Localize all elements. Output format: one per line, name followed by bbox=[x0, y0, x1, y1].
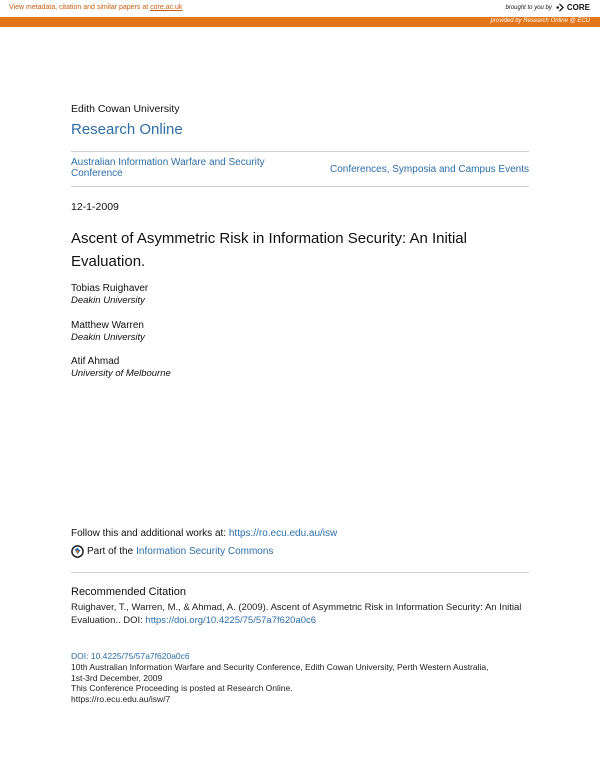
view-metadata-link[interactable] bbox=[9, 4, 182, 11]
handle-url[interactable]: https://ro.ecu.edu.au/isw/7 bbox=[71, 693, 171, 704]
conference-date: 1st-3rd December, 2009 bbox=[71, 672, 163, 683]
author-entry bbox=[71, 283, 148, 307]
paper-title: Ascent of Asymmetric Risk in Information Security: An Initial Evaluation. bbox=[71, 230, 467, 270]
follow-text: Follow this and additional works at: bbox=[71, 528, 229, 539]
author-affiliation: Deakin University bbox=[71, 295, 145, 306]
author-affiliation: Deakin University bbox=[71, 332, 145, 343]
author-name: Tobias Ruighaver bbox=[71, 283, 149, 294]
author-name: Matthew Warren bbox=[71, 320, 144, 331]
divider bbox=[71, 151, 529, 152]
metadata-prefix: View metadata, citation and similar papers at bbox=[9, 4, 151, 11]
divider bbox=[71, 572, 529, 573]
posted-note: This Conference Proceeding is posted at Research Online. bbox=[71, 683, 293, 693]
conference-line: 10th Australian Information Warfare and Security Conference, Edith Cowan University, Perth Western Australia, bbox=[71, 662, 489, 672]
citation-body: Ruighaver, T., Warren, M., & Ahmad, A. (2009). Ascent of Asymmetric Risk in Information Security: An Initial Evaluation.. DOI: bbox=[71, 602, 522, 626]
core-ac-uk-link[interactable]: core.ac.uk bbox=[150, 4, 183, 11]
core-top-bar bbox=[0, 0, 600, 17]
author-affiliation: University of Melbourne bbox=[71, 368, 171, 379]
repository-name[interactable]: Research Online bbox=[71, 121, 183, 138]
core-logo-icon bbox=[555, 3, 564, 12]
divider bbox=[71, 186, 529, 187]
provided-by-text[interactable]: provided by Research Online @ ECU bbox=[490, 18, 590, 24]
conference-notes bbox=[71, 662, 541, 704]
category-link[interactable]: Conferences, Symposia and Campus Events bbox=[330, 164, 529, 175]
doi-label: DOI: bbox=[71, 651, 91, 661]
part-of-commons bbox=[71, 545, 273, 558]
part-of-text: Part of the bbox=[87, 546, 134, 557]
doi-line bbox=[71, 651, 190, 661]
author-entry bbox=[71, 320, 145, 344]
citation-heading: Recommended Citation bbox=[71, 586, 186, 598]
citation-doi-link[interactable]: https://doi.org/10.4225/75/57a7f620a0c6 bbox=[145, 615, 317, 626]
author-name: Atif Ahmad bbox=[71, 356, 120, 367]
follow-url-link[interactable]: https://ro.ecu.edu.au/isw bbox=[228, 528, 338, 539]
provided-by-band bbox=[0, 17, 600, 27]
author-entry bbox=[71, 356, 171, 380]
commons-link[interactable]: Information Security Commons bbox=[136, 546, 274, 557]
citation-text bbox=[71, 601, 531, 627]
collection-link[interactable]: Australian Information Warfare and Security Conference bbox=[71, 157, 265, 179]
network-commons-icon bbox=[71, 545, 84, 558]
brought-to-you-text: brought to you by bbox=[505, 4, 552, 11]
follow-works bbox=[71, 528, 337, 539]
institution-name: Edith Cowan University bbox=[71, 103, 180, 115]
publication-date: 12-1-2009 bbox=[71, 201, 119, 213]
brought-by-core[interactable] bbox=[506, 3, 591, 12]
doi-link[interactable]: 10.4225/75/57a7f620a0c6 bbox=[90, 651, 190, 661]
core-wordmark: CORE bbox=[566, 3, 590, 12]
